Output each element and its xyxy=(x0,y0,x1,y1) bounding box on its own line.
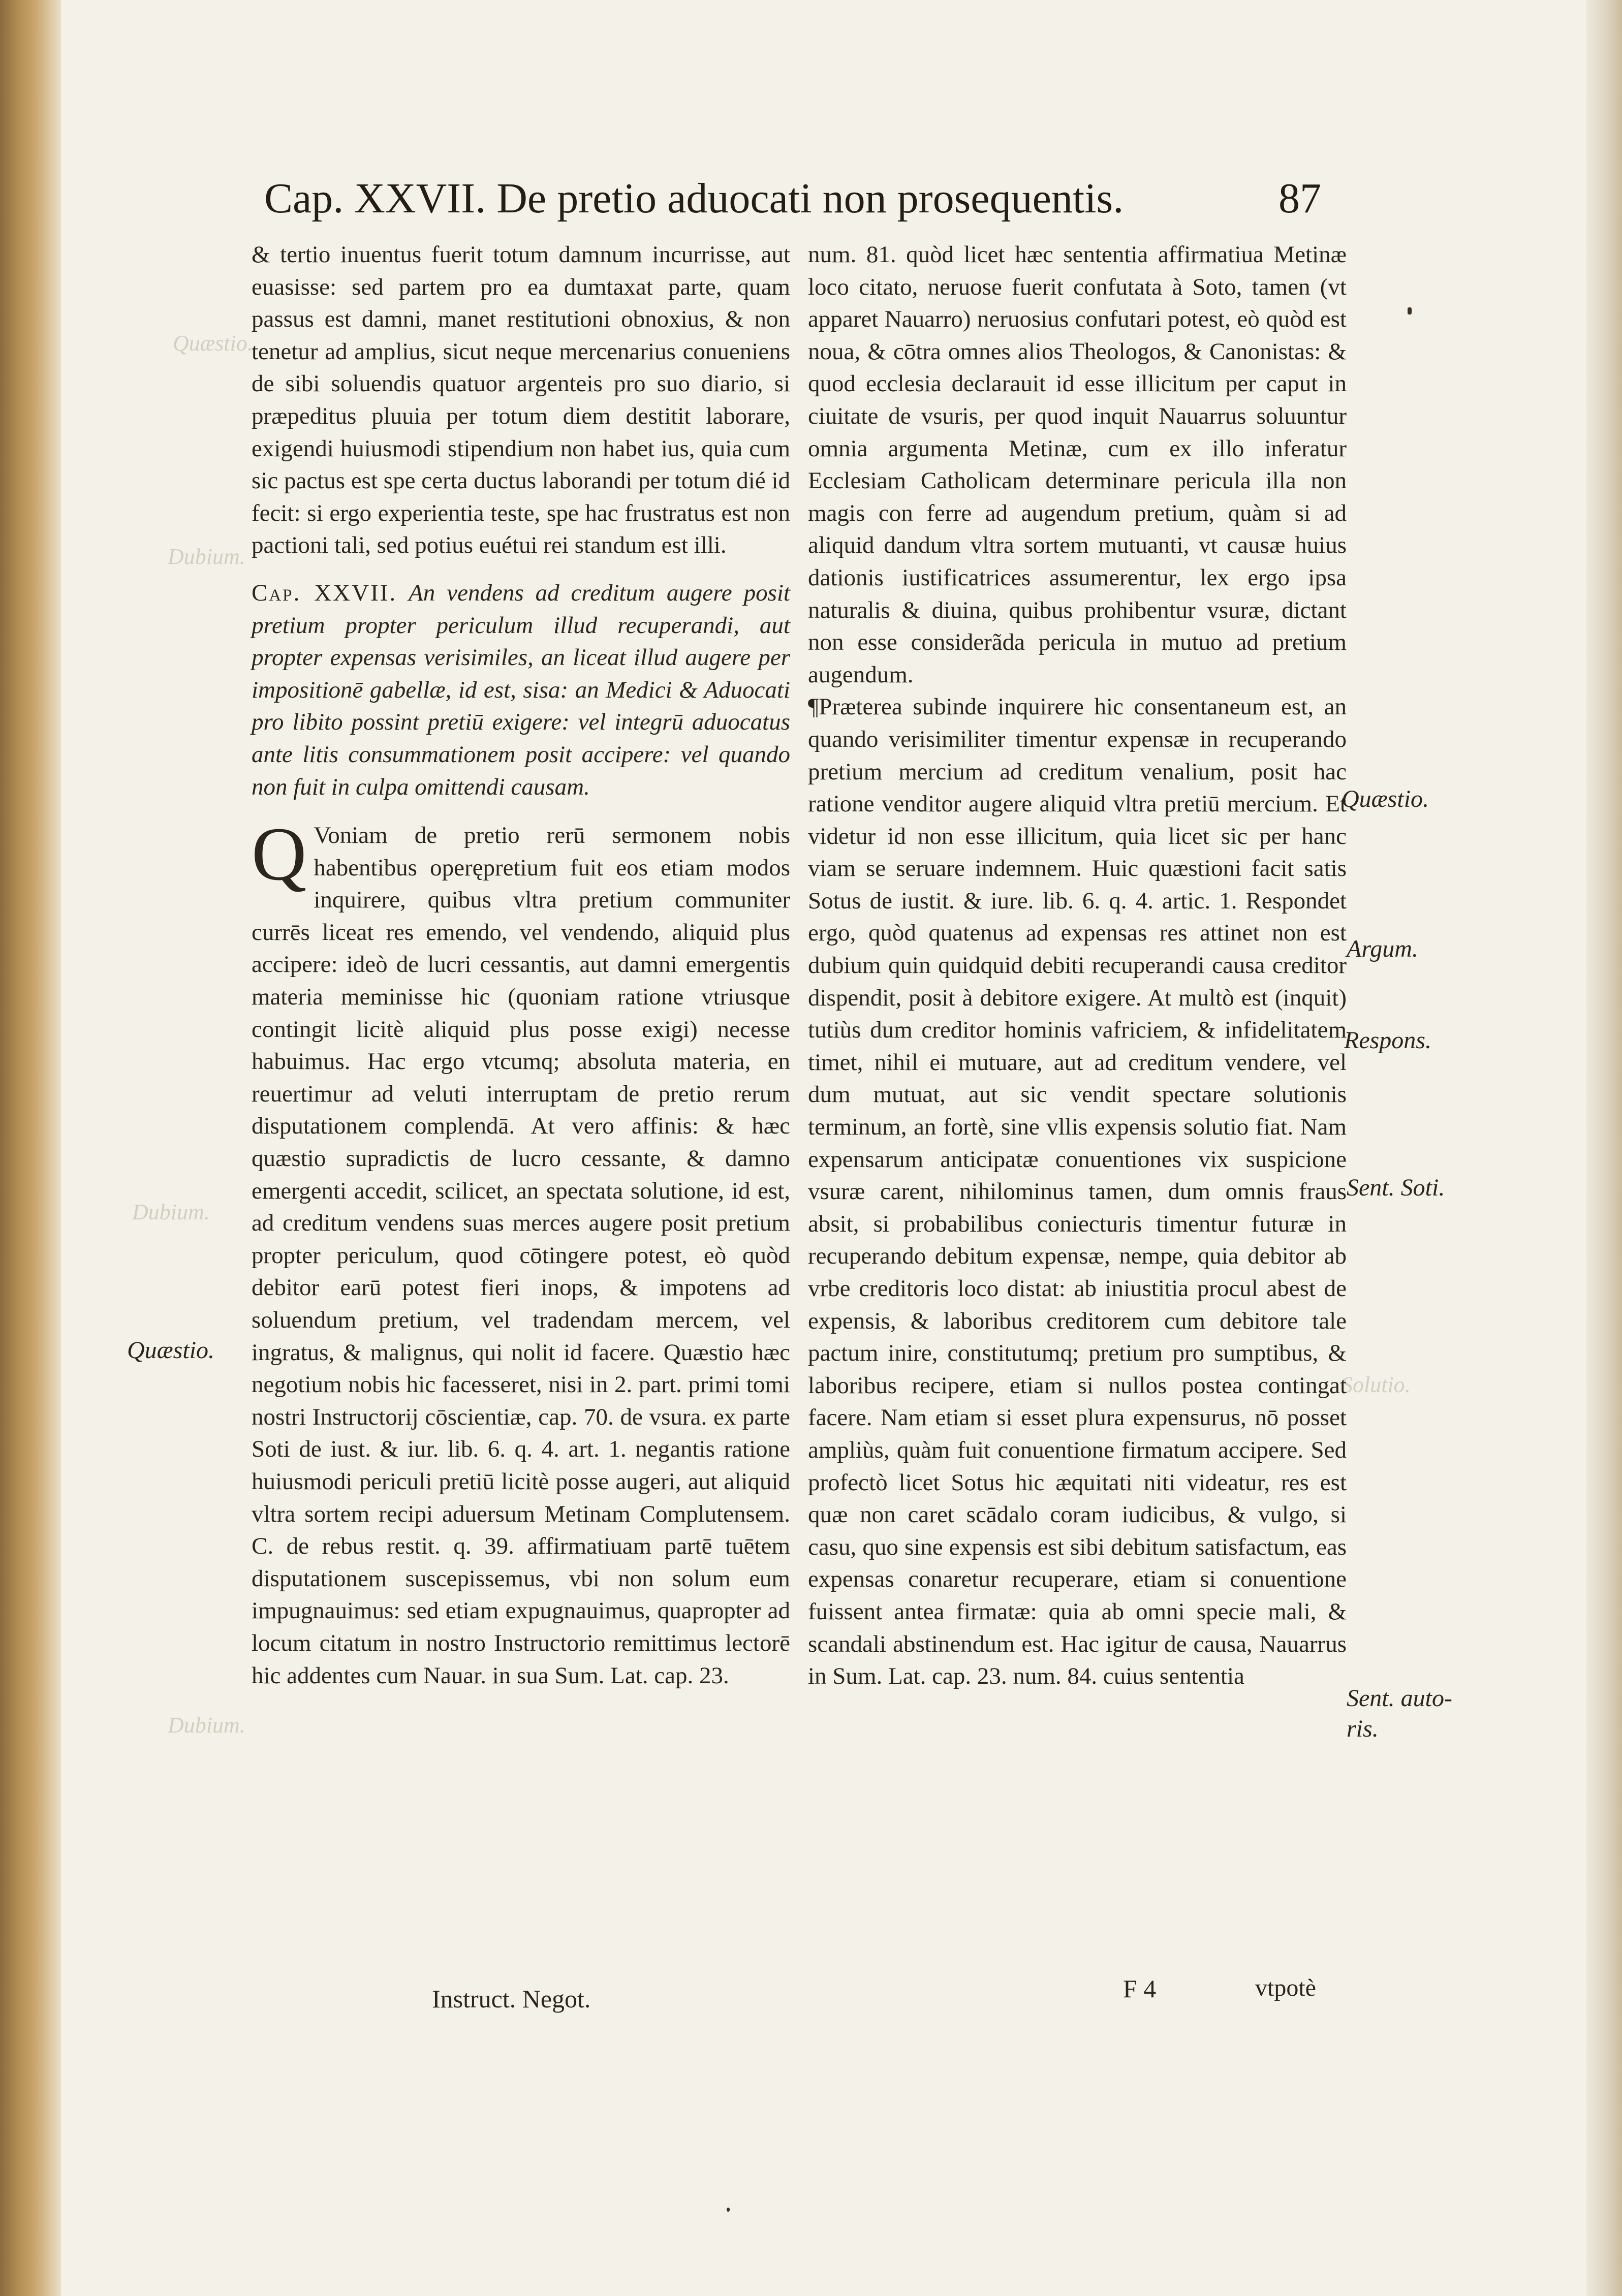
marginal-respons: Respons. xyxy=(1344,1027,1431,1054)
right-opening-paragraph: num. 81. quòd licet hæc sententia affirmatiua Metinæ loco citato, neruose fuerit confutata à Soto, tamen (vt apparet Nauarro) neruosius confutari potest, eò quòd est noua, & cōtra omnes alios Theologos, & Canonistas: & quod ecclesia declarauit id esse illicitum per caput in ciuitate de vsuris, per quod inquit Nauarrus soluuntur omnia argumenta Metinæ, cum ex illo inferatur Ecclesiam Catholicam determinare pericula illa non magis con ferre ad augendum pretium, quàm si ad aliquid dandum vltra sortem mutuanti, vt causæ huius dationis iustificatrices assumerentur, lex ergo ipsa naturalis & diuina, quibus prohibentur vsuræ, dictant non esse considerãda pericula in mutuo ad pretium augendum. xyxy=(808,241,1347,688)
right-second-paragraph: ¶Præterea subinde inquirere hic consentaneum est, an quando verisimiliter timentur expensæ in recuperando pretium mercium ad creditum venalium, posit hac ratione venditor augere aliquid vltra pretiū mercium. Et videtur id non esse illicitum, quia licet sic per hanc viam se seruare indemnem. Huic quæstioni facit satis Sotus de iustit. & iure. lib. 6. q. 4. artic. 1. Respondet ergo, quòd quatenus ad expensas res attinet non est dubium quin quidquid debiti recuperandi causa creditor dispendit, posit à debitore exigere. At multò est (inquit) tutiùs dum creditor hominis vafriciem, & infidelitatem timet, nihil ei mutuare, aut ad creditum vendere, vel dum mutuat, aut sic vendit spectare solutionis terminum, an fortè, sine vllis expensis solutio fiat. Nam expensarum anticipatæ conuentiones vix suspicione vsuræ carent, nihilominus tamen, dum omnis fraus absit, si probabilibus coniecturis timentur futuræ in recuperando debitum expensæ, nempe, quia debitor ab vrbe creditoris loco distat: ab iniustitia procul abest de expensis, & laboribus creditorem cum debitore tale pactum inire, constitutumq; pretium pro sumptibus, & laboribus recipere, etiam si nullos postea contingat facere. Nam etiam si esset plura expensurus, nō posset ampliùs, quàm fuit conuentione firmatum accipere. Sed profectò licet Sotus hic æquitati niti videatur, res est quæ non caret scādalo coram iudicibus, & vulgo, si casu, quo sine expensis est sibi debitum satisfactum, eas expensas conaretur recuperare, etiam si conuentione fuissent antea firmatæ: quia ab omni specie mali, & scandali abstinendum est. Hac igitur de causa, Nauarrus in Sum. Lat. cap. 23. num. 84. cuius sententia xyxy=(808,694,1347,1690)
marginal-sent-autoris-2: ris. xyxy=(1347,1715,1379,1742)
gutter-binding xyxy=(0,0,61,2296)
marginal-quaestio-right: Quæstio. xyxy=(1342,785,1429,812)
ink-speck xyxy=(727,2208,730,2212)
marginal-quaestio-left: Quæstio. xyxy=(127,1337,215,1364)
page-number: 87 xyxy=(1278,174,1321,222)
chapter-title: An vendens ad creditum augere posit pretium propter periculum illud recuperandi, aut propter expensas verisimiles, an liceat illud augere per impositionē gabellæ, id est, sisa: an Medici & Aduocati pro libito possint pretiū exigere: vel integrū aduocatus ante litis consummationem posit accipere: vel quando non fuit in culpa omittendi causam. xyxy=(252,579,790,800)
chapter-heading xyxy=(252,577,790,803)
running-title: Cap. XXVII. De pretio aduocati non prosequentis. xyxy=(264,174,1124,222)
left-opening-paragraph: & tertio inuentus fuerit totum damnum incurrisse, aut euasisse: sed partem pro ea dumtaxat parte, quam passus est damni, manet restitutioni obnoxius, & non tenetur ad amplius, sicut neque mercenarius conueniens de sibi soluendis quatuor argenteis pro suo diario, si præpeditus pluuia per totum diem destitit laborare, exigendi huiusmodi stipendium non habet ius, quia cum sic pactus est spe certa ductus laborandi per totum dié id fecit: si ergo experientia teste, spe hac frustratus est non pactioni tali, sed potius euétui rei standum est illi. xyxy=(252,241,790,559)
chapter-label: Cap. XXVII. xyxy=(252,579,397,606)
ghost-marginal-3: Dubium. xyxy=(132,1200,210,1224)
catchword: vtpotè xyxy=(1255,1974,1316,2001)
marginal-sent-autoris-1: Sent. auto- xyxy=(1347,1685,1452,1712)
signature-line: Instruct. Negot. xyxy=(432,1985,591,2013)
marginal-sent-soti: Sent. Soti. xyxy=(1347,1174,1445,1201)
left-column xyxy=(252,239,790,1692)
ghost-marginal-2: Dubium. xyxy=(168,544,245,569)
ghost-marginal-1: Quæstio. xyxy=(173,331,253,356)
fore-edge xyxy=(1586,0,1622,2296)
ink-speck xyxy=(1408,307,1412,314)
right-column xyxy=(808,239,1347,1693)
marginal-argum: Argum. xyxy=(1347,935,1418,962)
running-header xyxy=(264,168,1321,229)
left-main-text: QVoniam de pretio rerū sermonem nobis habentibus operępretium fuit eos etiam modos inquirere, quibus vltra pretium communiter currēs liceat res emendo, vel vendendo, aliquid plus accipere: ideò de lucri cessantis, aut damni emergentis materia meminisse hic (quoniam ratione vtriusque contingit licitè aliquid plus posse exigi) necesse habuimus. Hac ergo vtcumq; absoluta materia, en reuertimur ad veluti interruptam de pretio rerum disputationem complendā. At vero affinis: & hæc quæstio supradictis de lucro cessante, & damno emergenti accedit, scilicet, an spectata solutione, id est, ad creditum vendens suas merces augere posit pretium propter periculum, quod cōtingere potest, eò quòd debitor earū potest fieri inops, & impotens ad soluendum pretium, vel tradendam mercem, vel ingratus, & malignus, qui nolit id facere. Quæstio hæc negotium nobis hic facesseret, nisi in 2. part. primi tomi nostri Instructorij cōscientiæ, cap. 70. de vsura. ex parte Soti de iust. & iur. lib. 6. q. 4. art. 1. negantis ratione huiusmodi periculi pretiū licitè posse augeri, aut aliquid vltra sortem recipi aduersum Metinam Complutensem. C. de rebus restit. q. 39. affirmatiuam partē tuētem disputationem suscepissemus, vbi non solum eum impugnauimus: sed etiam expugnauimus, quapropter ad locum citatum in nostro Instructorio remittimus lectorē hic addentes cum Nauar. in sua Sum. Lat. cap. 23. xyxy=(252,812,790,1689)
ghost-marginal-4: Dubium. xyxy=(168,1713,245,1738)
ghost-marginal-5: Solutio. xyxy=(1342,1372,1411,1397)
signature-mark: F 4 xyxy=(1123,1974,1157,2003)
